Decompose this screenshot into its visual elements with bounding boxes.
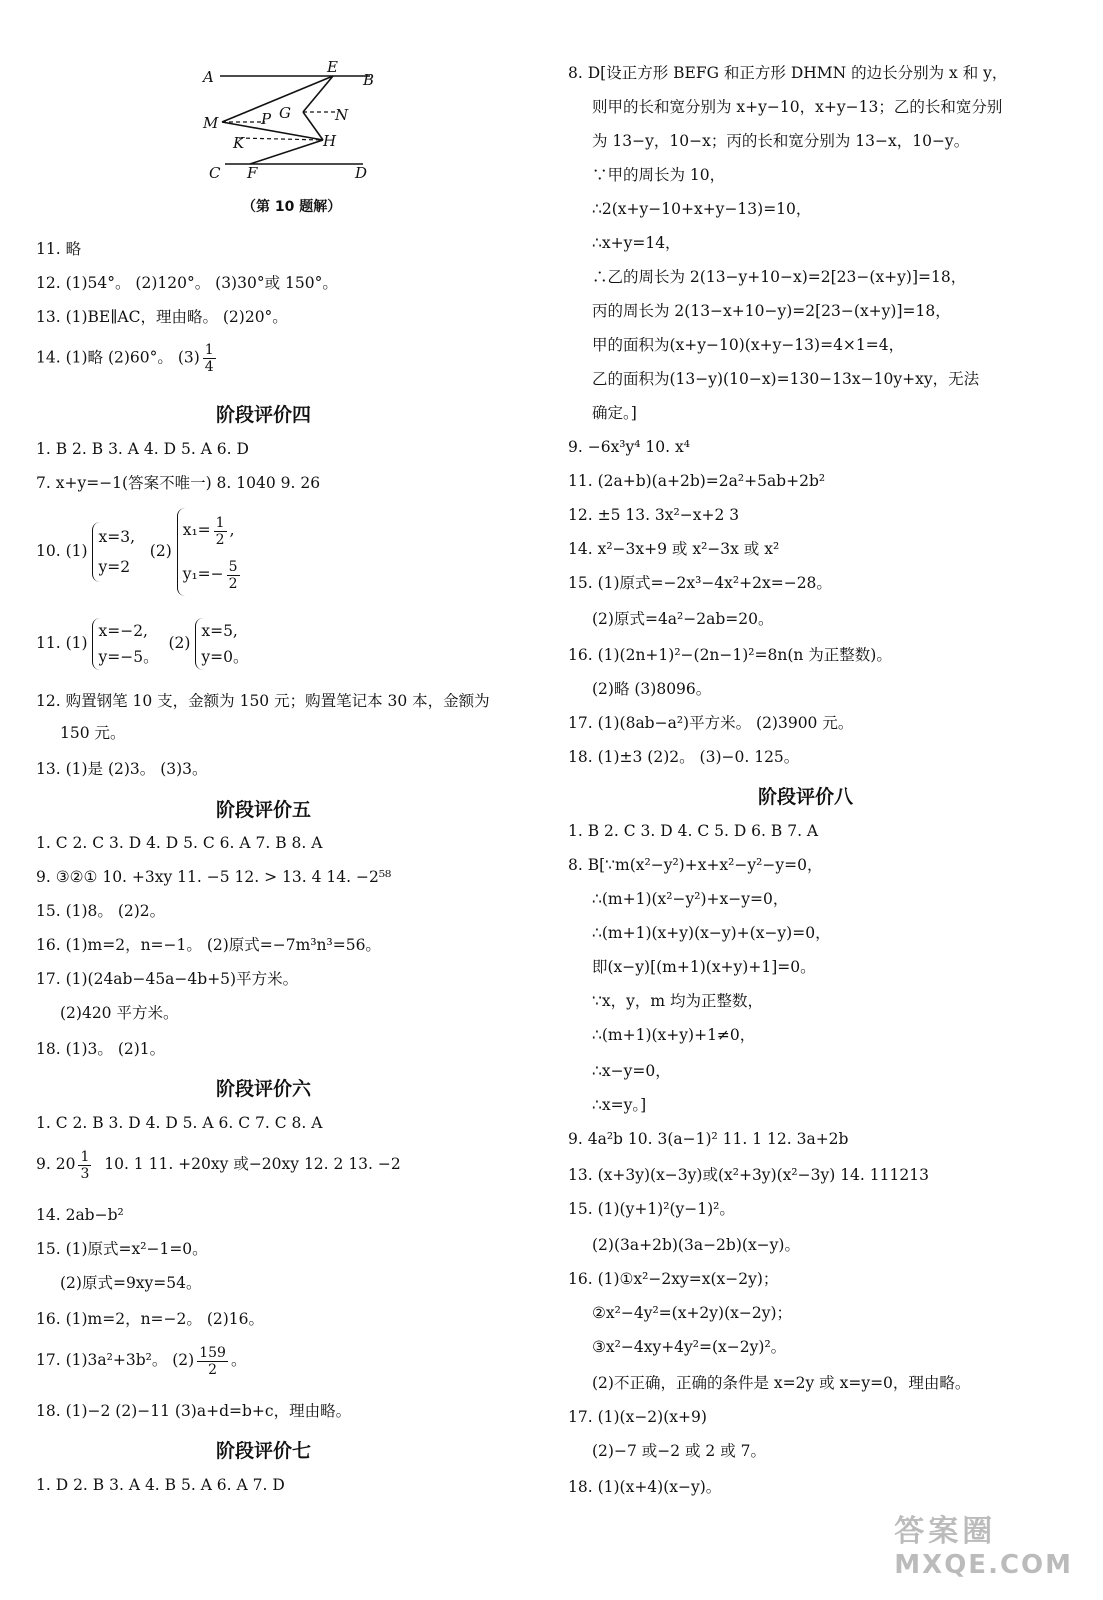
label-K: K — [233, 134, 245, 152]
section-title-8: 阶段评价八 — [758, 786, 854, 808]
label-E: E — [327, 58, 338, 76]
s6-9: 9. 20 — [36, 1155, 76, 1173]
s6-17 — [36, 1342, 246, 1378]
s6-18: 18. (1)−2 (2)−11 (3)a+d=b+c，理由略。 — [36, 1402, 352, 1420]
s8-8c: ∴(m+1)(x+y)(x−y)+(x−y)=0， — [592, 924, 831, 942]
eq: x₁= — [182, 521, 211, 539]
equation-system — [195, 618, 248, 670]
s8-15b: (2)(3a+2b)(3a−2b)(x−y)。 — [592, 1236, 800, 1254]
s8-8h: ∴x=y。] — [592, 1096, 647, 1114]
denominator: 4 — [204, 359, 214, 375]
r8g: ∴乙的周长为 2(13−y+10−x)=2[23−(x+y)]=18， — [592, 268, 967, 286]
s8-16a: 16. (1)①x²−2xy=x(x−2y)； — [568, 1270, 779, 1288]
section-title-4: 阶段评价四 — [216, 404, 312, 426]
label-H: H — [323, 132, 337, 150]
r9: 9. −6x³y⁴ 10. x⁴ — [568, 438, 690, 456]
watermark-logo — [894, 1506, 1073, 1580]
r11: 11. (2a+b)(a+2b)=2a²+5ab+2b² — [568, 472, 826, 490]
r8f: ∴x+y=14， — [592, 234, 681, 252]
s8-16d: (2)不正确，正确的条件是 x=2y 或 x=y=0，理由略。 — [592, 1374, 971, 1392]
r8a: 8. D[设正方形 BEFG 和正方形 DHMN 的边长分别为 x 和 y， — [568, 64, 1008, 82]
answer-11: 11. 略 — [36, 240, 82, 258]
numerator: 5 — [228, 558, 238, 575]
r16b: (2)略 (3)8096。 — [592, 680, 712, 698]
r16a: 16. (1)(2n+1)²−(2n−1)²=8n(n 为正整数)。 — [568, 646, 892, 664]
label-M: M — [203, 114, 219, 132]
r8k: 确定。] — [592, 404, 637, 422]
s5-9-14: 9. ③②① 10. +3xy 11. −5 12. > 13. 4 14. −2⁵⁸ — [36, 868, 392, 886]
s8-8a: 8. B[∵m(x²−y²)+x+x²−y²−y=0， — [568, 856, 823, 874]
r12: 12. ±5 13. 3x²−x+2 3 — [568, 506, 740, 524]
s4-13: 13. (1)是 (2)3。 (3)3。 — [36, 760, 208, 778]
s6-10-13: 10. 1 11. +20xy 或−20xy 12. 2 13. −2 — [104, 1155, 401, 1173]
s8-16c: ③x²−4xy+4y²=(x−2y)²。 — [592, 1338, 787, 1356]
s8-17b: (2)−7 或−2 或 2 或 7。 — [592, 1442, 767, 1460]
s8-8f: ∴(m+1)(x+y)+1≠0， — [592, 1026, 756, 1044]
s8-8g: ∴x−y=0， — [592, 1062, 671, 1080]
equation-system — [92, 522, 135, 582]
r14: 14. x²−3x+9 或 x²−3x 或 x² — [568, 540, 780, 558]
r8c: 为 13−y，10−x；丙的长和宽分别为 13−x，10−y。 — [592, 132, 970, 150]
r8b: 则甲的长和宽分别为 x+y−10，x+y−13；乙的长和宽分别 — [592, 98, 1003, 116]
denominator: 2 — [228, 575, 238, 592]
s8-mc: 1. B 2. C 3. D 4. C 5. D 6. B 7. A — [568, 822, 819, 840]
s6-17-text: 17. (1)3a²+3b²。 (2) — [36, 1351, 195, 1369]
s5-17a: 17. (1)(24ab−45a−4b+5)平方米。 — [36, 970, 299, 988]
s7-mc: 1. D 2. B 3. A 4. B 5. A 6. A 7. D — [36, 1476, 285, 1494]
r18a: 18. (1)±3 (2)2。 (3)−0. 125。 — [568, 748, 800, 766]
equation-system — [92, 618, 158, 670]
label-B: B — [363, 71, 375, 89]
s4-mc: 1. B 2. B 3. A 4. D 5. A 6. D — [36, 440, 249, 458]
section-title-5: 阶段评价五 — [216, 799, 312, 821]
section-title-6: 阶段评价六 — [216, 1078, 312, 1100]
label-D: D — [355, 164, 368, 182]
s4-7-9: 7. x+y=−1(答案不唯一) 8. 1040 9. 26 — [36, 474, 321, 492]
r8d: ∵甲的周长为 10， — [592, 166, 726, 184]
eq: x=3, — [98, 528, 136, 546]
s8-8d: 即(x−y)[(m+1)(x+y)+1]=0。 — [592, 958, 816, 976]
s4-11-label: 11. (1) — [36, 634, 88, 652]
s5-mc: 1. C 2. C 3. D 4. D 5. C 6. A 7. B 8. A — [36, 834, 323, 852]
fraction — [214, 515, 227, 548]
s5-17b: (2)420 平方米。 — [60, 1004, 179, 1022]
s4-10 — [36, 508, 243, 596]
s8-15a: 15. (1)(y+1)²(y−1)²。 — [568, 1200, 735, 1218]
s5-18: 18. (1)3。 (2)1。 — [36, 1040, 166, 1058]
label-C: C — [209, 164, 221, 182]
s6-14: 14. 2ab−b² — [36, 1206, 124, 1224]
s5-16: 16. (1)m=2，n=−1。 (2)原式=−7m³n³=56。 — [36, 936, 381, 954]
s6-mc: 1. C 2. B 3. D 4. D 5. A 6. C 7. C 8. A — [36, 1114, 323, 1132]
r8h: 丙的周长为 2(13−x+10−y)=2[23−(x+y)]=18， — [592, 302, 951, 320]
s4-11 — [36, 618, 248, 670]
numerator: 1 — [204, 342, 214, 358]
denominator: 2 — [215, 531, 225, 548]
watermark-url: MXQE.COM — [894, 1550, 1073, 1580]
s4-10-label: 10. (1) — [36, 542, 88, 560]
eq: y=−5。 — [98, 648, 159, 666]
s6-17-end: 。 — [230, 1351, 247, 1369]
s5-15: 15. (1)8。 (2)2。 — [36, 902, 166, 920]
denominator: 3 — [80, 1165, 90, 1182]
r8e: ∴2(x+y−10+x+y−13)=10， — [592, 200, 812, 218]
r8j: 乙的面积为(13−y)(10−x)=130−13x−10y+xy，无法 — [592, 370, 980, 388]
numerator: 1 — [80, 1148, 90, 1165]
s6-15b: (2)原式=9xy=54。 — [60, 1274, 202, 1292]
label-A: A — [203, 68, 214, 86]
s8-18: 18. (1)(x+4)(x−y)。 — [568, 1478, 722, 1496]
fraction — [197, 1345, 228, 1378]
s4-12b: 150 元。 — [60, 724, 126, 742]
answer-12: 12. (1)54°。 (2)120°。 (3)30°或 150°。 — [36, 274, 338, 292]
r17a: 17. (1)(8ab−a²)平方米。 (2)3900 元。 — [568, 714, 854, 732]
eq: y₁=− — [182, 565, 224, 583]
s6-15a: 15. (1)原式=x²−1=0。 — [36, 1240, 208, 1258]
answer-14-text: 14. (1)略 (2)60°。 (3) — [36, 348, 200, 367]
answer-14 — [36, 342, 219, 375]
eq: x=−2, — [98, 622, 148, 640]
denominator: 2 — [208, 1361, 218, 1378]
s8-13-14: 13. (x+3y)(x−3y)或(x²+3y)(x²−3y) 14. 111213 — [568, 1166, 929, 1184]
s4-11-part2: (2) — [168, 634, 191, 652]
fraction — [227, 559, 240, 592]
numerator: 159 — [199, 1344, 226, 1361]
label-G: G — [279, 104, 291, 122]
figure-caption: （第 10 题解） — [242, 199, 342, 215]
s4-10-part2: (2) — [149, 542, 172, 560]
answer-13: 13. (1)BE∥AC，理由略。 (2)20°。 — [36, 308, 288, 326]
geometry-figure — [195, 58, 385, 183]
label-F: F — [247, 164, 258, 182]
s8-8b: ∴(m+1)(x²−y²)+x−y=0， — [592, 890, 789, 908]
s6-16: 16. (1)m=2，n=−2。 (2)16。 — [36, 1310, 265, 1328]
s8-17a: 17. (1)(x−2)(x+9) — [568, 1408, 707, 1426]
label-N: N — [335, 106, 349, 124]
s4-12a: 12. 购置钢笔 10 支，金额为 150 元；购置笔记本 30 本，金额为 — [36, 692, 490, 710]
numerator: 1 — [215, 514, 225, 531]
eq: y=0。 — [201, 648, 249, 666]
s8-16b: ②x²−4y²=(x+2y)(x−2y)； — [592, 1304, 793, 1322]
eq: x=5, — [201, 622, 238, 640]
s6-9-13 — [36, 1146, 401, 1182]
r15b: (2)原式=4a²−2ab=20。 — [592, 610, 774, 628]
fraction — [78, 1149, 91, 1182]
r15a: 15. (1)原式=−2x³−4x²+2x=−28。 — [568, 574, 832, 592]
eq: y=2 — [98, 558, 131, 576]
fraction — [203, 342, 216, 375]
s8-9-12: 9. 4a²b 10. 3(a−1)² 11. 1 12. 3a+2b — [568, 1130, 849, 1148]
r8i: 甲的面积为(x+y−10)(x+y−13)=4×1=4， — [592, 336, 905, 354]
section-title-7: 阶段评价七 — [216, 1440, 312, 1462]
watermark-text: 答案圈 — [894, 1514, 997, 1549]
equation-system: x₁= $\frac{1}{2}$ , y₁=− $\frac{5}{2}$ — [177, 508, 243, 596]
s8-8e: ∵x，y，m 均为正整数， — [592, 992, 763, 1010]
label-P: P — [261, 110, 272, 128]
